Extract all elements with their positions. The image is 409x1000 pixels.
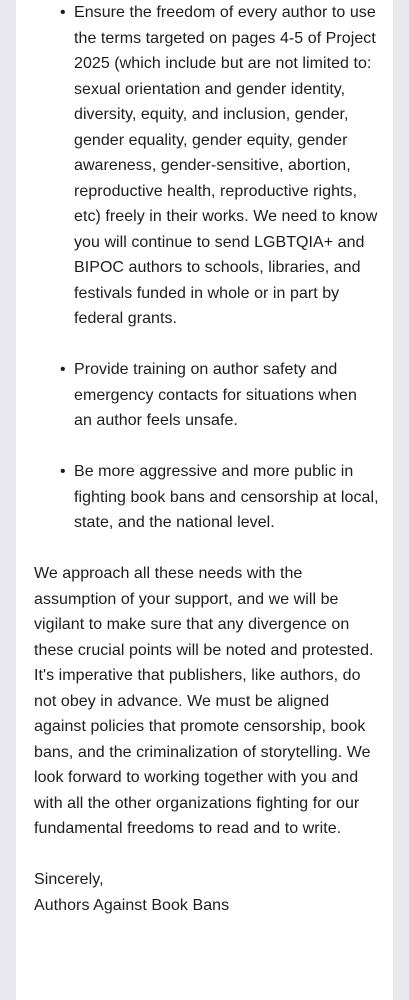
- bullet-dot-icon: •: [60, 361, 66, 378]
- letter-body: [34, 0, 379, 918]
- list-item-text: Provide training on author safety and emergency contacts for situations when an author feels unsafe.: [74, 361, 357, 429]
- demands-list: [34, 0, 379, 536]
- list-item: [34, 0, 379, 332]
- list-item: [34, 357, 379, 434]
- letter-page: [16, 0, 393, 1000]
- bullet-dot-icon: •: [60, 4, 66, 21]
- closing-paragraph: We approach all these needs with the assumption of your support, and we will be vigilant to make sure that any divergence on these crucial points will be noted and protested. It's imperative that publishers, like authors, do not obey in advance. We must be aligned against policies that promote censorship, book bans, and the criminalization of storytelling. We look forward to working together with you and with all the other organizations fighting for our fundamental freedoms to read and to write.: [34, 565, 374, 837]
- list-item-text: Be more aggressive and more public in fighting book bans and censorship at local, state, and the national level.: [74, 463, 379, 531]
- signature: Authors Against Book Bans: [34, 896, 230, 914]
- signoff: [34, 867, 379, 918]
- list-item-text: Ensure the freedom of every author to use the terms targeted on pages 4-5 of Project 2025 (which include but are not limited to: sexual orientation and gender identity, diversity, equity, and inclusion, gender, gender equality, gender equity, gender awareness, gender-sensitive, abortion, reproductive health, reproductive rights, etc) freely in their works. We need to know you will continue to send LGBTQIA+ and BIPOC authors to schools, libraries, and festivals funded in whole or in part by federal grants.: [74, 4, 378, 327]
- list-item: [34, 459, 379, 536]
- bullet-dot-icon: •: [60, 463, 66, 480]
- salutation: Sincerely,: [34, 871, 104, 888]
